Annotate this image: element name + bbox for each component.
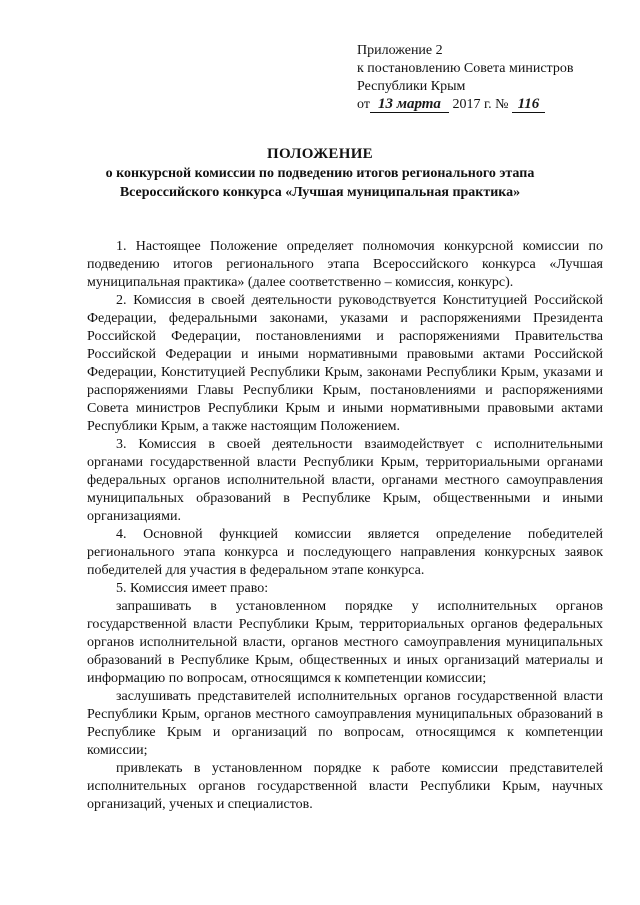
appendix-line-3: Республики Крым: [357, 79, 466, 94]
title-heading: ПОЛОЖЕНИЕ: [267, 146, 373, 162]
paragraph-5-item-1: запрашивать в установленном порядке у исполнительных органов государственной власти Республики Крым, территориальных органов федеральных органов исполнительной власти, органов местного самоуправления муниципальных образований в Республике Крым, общественных и иных организаций материалы и информацию по вопросам, относящимся к компетенции комиссии;: [87, 599, 603, 686]
document-body: [87, 238, 603, 814]
year-text: 2017 г. №: [452, 97, 509, 112]
paragraph-4: 4. Основной функцией комиссии является определение победителей регионального этапа конкурса и последующего направления конкурсных заявок победителей для участия в федеральном этапе конкурса.: [87, 527, 603, 578]
appendix-block: [357, 42, 573, 114]
paragraph-3: 3. Комиссия в своей деятельности взаимодействует с исполнительными органами государственной власти Республики Крым, территориальными органами федеральных органов исполнительной власти, органами местного самоуправления муниципальных образований в Республике Крым, общественными и иными организациями.: [87, 437, 603, 524]
document-title: [0, 145, 640, 202]
appendix-line-2: к постановлению Совета министров: [357, 61, 574, 76]
handwritten-date: 13 марта: [370, 97, 449, 113]
appendix-line-1: Приложение 2: [357, 43, 443, 58]
paragraph-2: 2. Комиссия в своей деятельности руководствуется Конституцией Российской Федерации, федеральными законами, указами и распоряжениями Президента Российской Федерации, постановлениями и распоряжениями Правительства Российской Федерации и иными нормативными правовыми актами Российской Федерации, Конституцией Республики Крым, законами Республики Крым, указами и распоряжениями Главы Республики Крым, постановлениями и распоряжениями Совета министров Республики Крым и иными нормативными правовыми актами Республики Крым, а также настоящим Положением.: [87, 293, 603, 434]
date-prefix: от: [357, 97, 370, 112]
paragraph-5-item-3: привлекать в установленном порядке к работе комиссии представителей исполнительных органов государственной власти Республики Крым, научных организаций, ученых и специалистов.: [87, 761, 603, 812]
paragraph-5-item-2: заслушивать представителей исполнительных органов государственной власти Республики Крым, органов местного самоуправления муниципальных образований в Республике Крым и организаций по вопросам, относящимся к компетенции комиссии;: [87, 689, 603, 758]
title-subtitle-2: Всероссийского конкурса «Лучшая муниципальная практика»: [119, 185, 521, 200]
handwritten-number: 116: [512, 97, 545, 113]
title-subtitle-1: о конкурсной комиссии по подведению итогов регионального этапа: [105, 166, 535, 181]
paragraph-5: 5. Комиссия имеет право:: [116, 581, 269, 596]
appendix-date-row: [357, 96, 573, 114]
paragraph-1: 1. Настоящее Положение определяет полномочия конкурсной комиссии по подведению итогов регионального этапа Всероссийского конкурса «Лучшая муниципальная практика» (далее соответственно – комиссия, конкурс).: [87, 239, 603, 290]
